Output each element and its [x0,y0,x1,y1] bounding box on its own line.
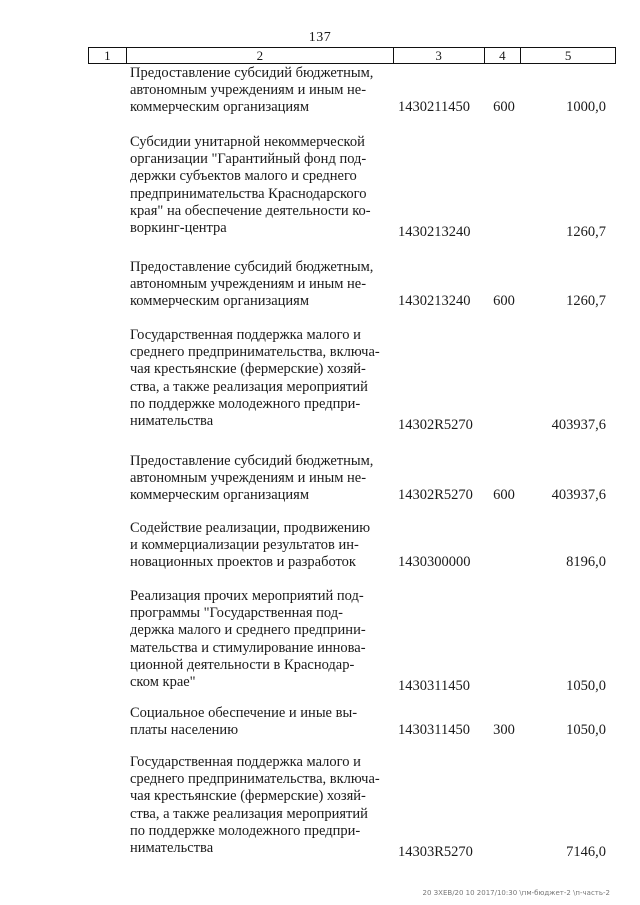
target-code: 1430300000 [398,554,471,570]
description-line: автономным учреждениям и иным не- [130,276,367,293]
description-line: по поддержке молодежного предпри- [130,395,361,412]
row-description [130,588,385,691]
description-line: коммерческим организациям [130,99,310,116]
description-line: держка малого и среднего предприни- [130,622,366,639]
page-number: 137 [308,30,332,45]
target-code: 14302R5270 [398,487,473,503]
header-col-4: 4 [485,48,522,63]
description-line: платы населению [130,722,239,739]
target-code: 1430213240 [398,224,471,240]
amount: 1000,0 [566,99,606,115]
description-line: и коммерциализации результатов ин- [130,537,359,554]
row-description [130,754,385,857]
row-description [130,134,385,237]
description-line: мательства и стимулирование иннова- [130,639,366,656]
description-line: нимательства [130,840,214,857]
target-code: 14302R5270 [398,417,473,433]
description-line: ства, а также реализация мероприятий [130,378,368,395]
description-line: программы "Государственная под- [130,605,343,622]
description-line: края" на обеспечение деятельности ко- [130,202,371,219]
description-line: ском крае" [130,674,196,691]
description-line: Государственная поддержка малого и [130,754,361,770]
description-line: Предоставление субсидий бюджетным, [130,259,374,275]
description-line: Предоставление субсидий бюджетным, [130,65,374,81]
amount: 1050,0 [566,678,606,694]
header-col-5: 5 [564,48,572,63]
description-line: автономным учреждениям и иным не- [130,82,367,99]
row-description [130,65,385,117]
description-line: Реализация прочих мероприятий под- [130,588,364,604]
description-line: предпринимательства Краснодарского [130,185,367,202]
description-line: организации "Гарантийный фонд под- [130,151,367,168]
target-code: 14303R5270 [398,844,473,860]
description-line: держки субъектов малого и среднего [130,168,357,185]
expense-type: 600 [493,487,515,503]
description-line: коммерческим организациям [130,293,310,310]
target-code: 1430311450 [398,722,470,738]
description-line: Субсидии унитарной некоммерческой [130,134,365,150]
row-description [130,520,385,572]
description-line: ства, а также реализация мероприятий [130,805,368,822]
description-line: Социальное обеспечение и иные вы- [130,705,358,721]
amount: 1260,7 [566,293,606,309]
amount: 403937,6 [551,417,606,433]
row-description [130,453,385,505]
description-line: чая крестьянские (фермерские) хозяй- [130,361,366,378]
amount: 1260,7 [566,224,606,240]
description-line: Содействие реализации, продвижению [130,520,371,536]
description-line: нимательства [130,413,214,430]
expense-type: 300 [493,722,515,738]
description-line: ционной деятельности в Краснодар- [130,656,355,673]
amount: 403937,6 [551,487,606,503]
target-code: 1430213240 [398,293,471,309]
header-col-2: 2 [127,48,394,63]
description-line: по поддержке молодежного предпри- [130,822,361,839]
description-line: Предоставление субсидий бюджетным, [130,453,374,469]
table-header [88,47,616,64]
description-line: новационных проектов и разработок [130,554,356,571]
row-description [130,327,385,430]
header-col-1: 1 [89,48,127,63]
expense-type: 600 [493,99,515,115]
description-line: среднего предпринимательства, включа- [130,344,380,361]
description-line: Государственная поддержка малого и [130,327,361,343]
description-line: автономным учреждениям и иным не- [130,470,367,487]
target-code: 1430311450 [398,678,470,694]
description-line: среднего предпринимательства, включа- [130,771,380,788]
header-col-3: 3 [394,48,485,63]
row-description [130,705,385,739]
description-line: воркинг-центра [130,220,227,237]
row-description [130,259,385,311]
expense-type: 600 [493,293,515,309]
description-line: чая крестьянские (фермерские) хозяй- [130,788,366,805]
description-line: коммерческим организациям [130,487,310,504]
target-code: 1430211450 [398,99,470,115]
amount: 1050,0 [566,722,606,738]
footer-file-path: 20 ЗХЕВ/20 10 2017/10:30 \пм-бюджет-2 \п-часть-2 [422,889,610,897]
amount: 7146,0 [566,844,606,860]
amount: 8196,0 [566,554,606,570]
